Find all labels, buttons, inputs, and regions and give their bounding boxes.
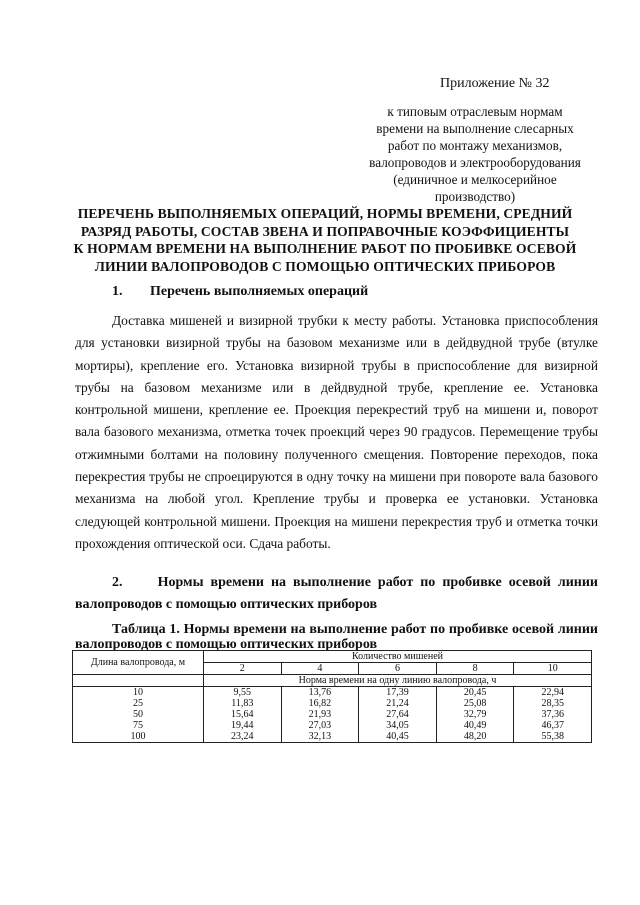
value-cell: 17,39 <box>359 687 437 699</box>
targets-column-header: 4 <box>281 663 359 675</box>
value-cell: 20,45 <box>436 687 514 699</box>
value-cell: 37,36 <box>514 709 592 720</box>
targets-group-header: Количество мишеней <box>204 651 592 663</box>
table-row <box>73 720 592 731</box>
section1-number: 1. <box>112 284 123 299</box>
value-cell: 25,08 <box>436 698 514 709</box>
value-cell: 34,05 <box>359 720 437 731</box>
value-cell: 27,03 <box>281 720 359 731</box>
table-caption: Таблица 1. Нормы времени на выполнение работ по пробивке осевой линии валопроводов с помощью оптических приборов <box>75 622 598 652</box>
length-cell: 10 <box>73 687 204 699</box>
title-line: ЛИНИИ ВАЛОПРОВОДОВ С ПОМОЩЬЮ ОПТИЧЕСКИХ ПРИБОРОВ <box>94 258 556 274</box>
length-cell: 50 <box>73 709 204 720</box>
value-cell: 27,64 <box>359 709 437 720</box>
blank-cell <box>73 675 204 687</box>
section1-text: Доставка мишеней и визирной трубки к месту работы. Установка приспособления для установки визирной трубы на базовом механизме или в дейдвудной трубе (втулке мортиры), крепление его. Установка визирной трубы в приспособление для визирной трубы на базовом механизме или в дейдвудной трубе, крепление ее. Установка контрольной мишени, крепление ее. Проекция перекрестий труб на мишени и, поворот вала базового механизма, отметка точек проекций через 90 градусов. Перемещение трубы отжимными болтами на половину полученного смещения. Повторение переходов, пока перекрестия трубы не спроецируются в одну точку на мишени при повороте вала базового механизма на любой угол. Крепление трубы и проверка ее установки. Установка следующей контрольной мишени. Проекция на мишени перекрестия труб и отметка точки прохождения оптической оси. Сдача работы. <box>75 313 598 551</box>
targets-column-header: 10 <box>514 663 592 675</box>
appendix-subtitle-line: к типовым отраслевым нормам <box>387 104 563 119</box>
appendix-subtitle-line: производство) <box>434 189 516 204</box>
appendix-subtitle-line: работ по монтажу механизмов, <box>387 138 563 153</box>
targets-column-header: 8 <box>436 663 514 675</box>
value-cell: 16,82 <box>281 698 359 709</box>
value-cell: 23,24 <box>204 731 282 743</box>
section1-title: Перечень выполняемых операций <box>150 284 369 299</box>
targets-column-header: 6 <box>359 663 437 675</box>
appendix-subtitle-line: (единичное и мелкосерийное <box>393 172 557 187</box>
table-row <box>73 687 592 699</box>
section1-heading <box>112 284 368 300</box>
appendix-subtitle <box>350 103 600 205</box>
document-title <box>70 205 580 275</box>
section2-title: Нормы времени на выполнение работ по пробивке осевой линии валопроводов с помощью оптических приборов <box>75 575 599 612</box>
value-cell: 13,76 <box>281 687 359 699</box>
value-cell: 32,13 <box>281 731 359 743</box>
title-line: ПЕРЕЧЕНЬ ВЫПОЛНЯЕМЫХ ОПЕРАЦИЙ, НОРМЫ ВРЕМЕНИ, СРЕДНИЙ <box>77 206 573 221</box>
table-row <box>73 709 592 720</box>
value-cell: 21,93 <box>281 709 359 720</box>
value-cell: 9,55 <box>204 687 282 699</box>
appendix-subtitle-line: валопроводов и электрооборудования <box>369 155 581 170</box>
length-column-header: Длина валопровода, м <box>73 651 204 675</box>
value-cell: 19,44 <box>204 720 282 731</box>
value-cell: 22,94 <box>514 687 592 699</box>
norm-table <box>72 650 592 743</box>
appendix-subtitle-line: времени на выполнение слесарных <box>376 121 574 136</box>
value-cell: 40,45 <box>359 731 437 743</box>
length-cell: 100 <box>73 731 204 743</box>
title-line: РАЗРЯД РАБОТЫ, СОСТАВ ЗВЕНА И ПОПРАВОЧНЫЕ КОЭФФИЦИЕНТЫ <box>80 223 570 239</box>
value-cell: 21,24 <box>359 698 437 709</box>
table-row <box>73 698 592 709</box>
value-cell: 15,64 <box>204 709 282 720</box>
value-cell: 28,35 <box>514 698 592 709</box>
table-row <box>73 731 592 743</box>
length-cell: 75 <box>73 720 204 731</box>
targets-column-header: 2 <box>204 663 282 675</box>
unit-header: Норма времени на одну линию валопровода, ч <box>204 675 592 687</box>
section2-heading <box>75 572 598 616</box>
title-line: К НОРМАМ ВРЕМЕНИ НА ВЫПОЛНЕНИЕ РАБОТ ПО ПРОБИВКЕ ОСЕВОЙ <box>73 241 577 256</box>
value-cell: 40,49 <box>436 720 514 731</box>
value-cell: 55,38 <box>514 731 592 743</box>
appendix-label: Приложение № 32 <box>440 76 550 91</box>
length-cell: 25 <box>73 698 204 709</box>
section2-number: 2. <box>112 575 123 590</box>
value-cell: 46,37 <box>514 720 592 731</box>
value-cell: 32,79 <box>436 709 514 720</box>
value-cell: 48,20 <box>436 731 514 743</box>
value-cell: 11,83 <box>204 698 282 709</box>
